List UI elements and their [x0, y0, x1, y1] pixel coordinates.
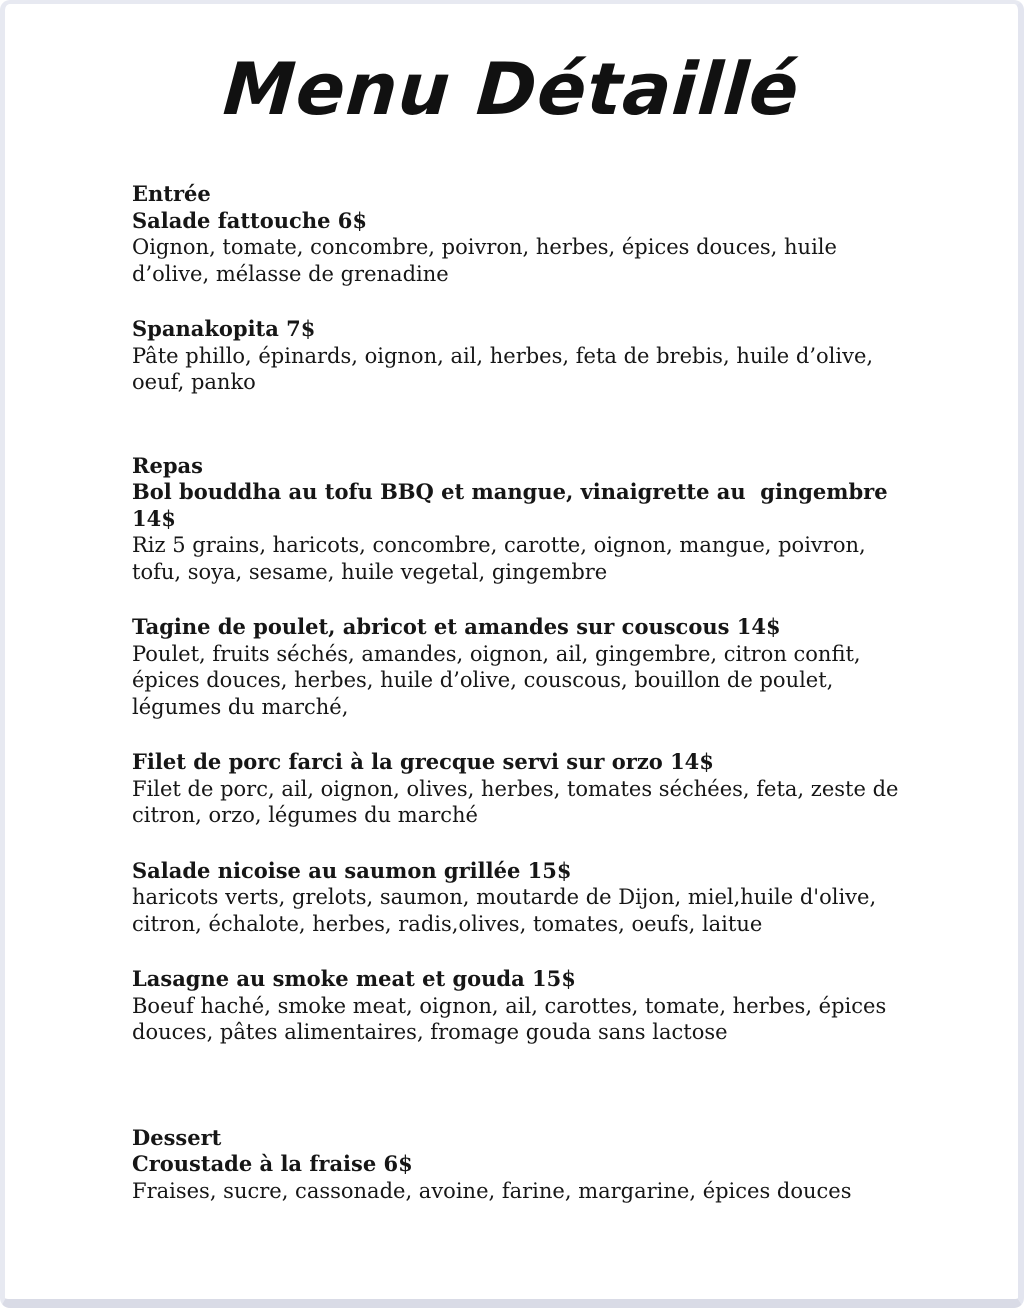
section-heading: Entrée [132, 181, 211, 207]
page-title: Menu Détaillé [220, 47, 803, 131]
section-heading: Dessert [132, 1124, 222, 1150]
menu-item [132, 749, 906, 829]
item-name: Croustade à la fraise 6$ [132, 1151, 413, 1177]
item-name: Salade nicoise au saumon grillée 15$ [132, 857, 572, 883]
item-description: Oignon, tomate, concombre, poivron, herbes, épices douces, huile d’olive, mélasse de grenadine [132, 235, 844, 286]
item-name: Bol bouddha au tofu BBQ et mangue, vinaigrette au gingembre 14$ [132, 479, 895, 531]
item-description: Filet de porc, ail, oignon, olives, herbes, tomates séchées, feta, zeste de citron, orzo, légumes du marché [132, 776, 906, 828]
item-description: Boeuf haché, smoke meat, oignon, ail, carottes, tomate, herbes, épices douces, pâtes alimentaires, fromage gouda sans lactose [132, 993, 893, 1045]
item-description: Fraises, sucre, cassonade, avoine, farine, margarine, épices douces [132, 1178, 852, 1203]
menu-item [132, 966, 906, 1046]
menu-item [132, 858, 906, 938]
menu-section-entree [132, 181, 906, 396]
menu-item [132, 208, 906, 288]
section-heading: Repas [132, 452, 203, 478]
item-name: Lasagne au smoke meat et gouda 15$ [132, 966, 576, 992]
menu-sections [5, 181, 1018, 1204]
menu-item [132, 614, 906, 720]
menu-section-dessert [132, 1125, 906, 1205]
menu-section-repas [132, 453, 906, 1046]
item-description: haricots verts, grelots, saumon, moutarde de Dijon, miel,huile d'olive, citron, échalote, herbes, radis,olives, tomates, oeufs, laitue [132, 885, 883, 936]
menu-item [132, 1151, 906, 1204]
item-name: Filet de porc farci à la grecque servi sur orzo 14$ [132, 749, 714, 775]
menu-item [132, 316, 906, 396]
item-name: Tagine de poulet, abricot et amandes sur couscous 14$ [132, 614, 781, 640]
item-name: Spanakopita 7$ [132, 316, 316, 342]
item-description: Poulet, fruits séchés, amandes, oignon, ail, gingembre, citron confit, épices douces, herbes, huile d’olive, couscous, bouillon de poulet, légumes du marché, [132, 641, 868, 719]
item-name: Salade fattouche 6$ [132, 207, 367, 233]
item-description: Riz 5 grains, haricots, concombre, carotte, oignon, mangue, poivron, tofu, soya, sesame, huile vegetal, gingembre [132, 533, 873, 584]
menu-item [132, 479, 906, 585]
item-description: Pâte phillo, épinards, oignon, ail, herbes, feta de brebis, huile d’olive, oeuf, panko [132, 343, 880, 395]
